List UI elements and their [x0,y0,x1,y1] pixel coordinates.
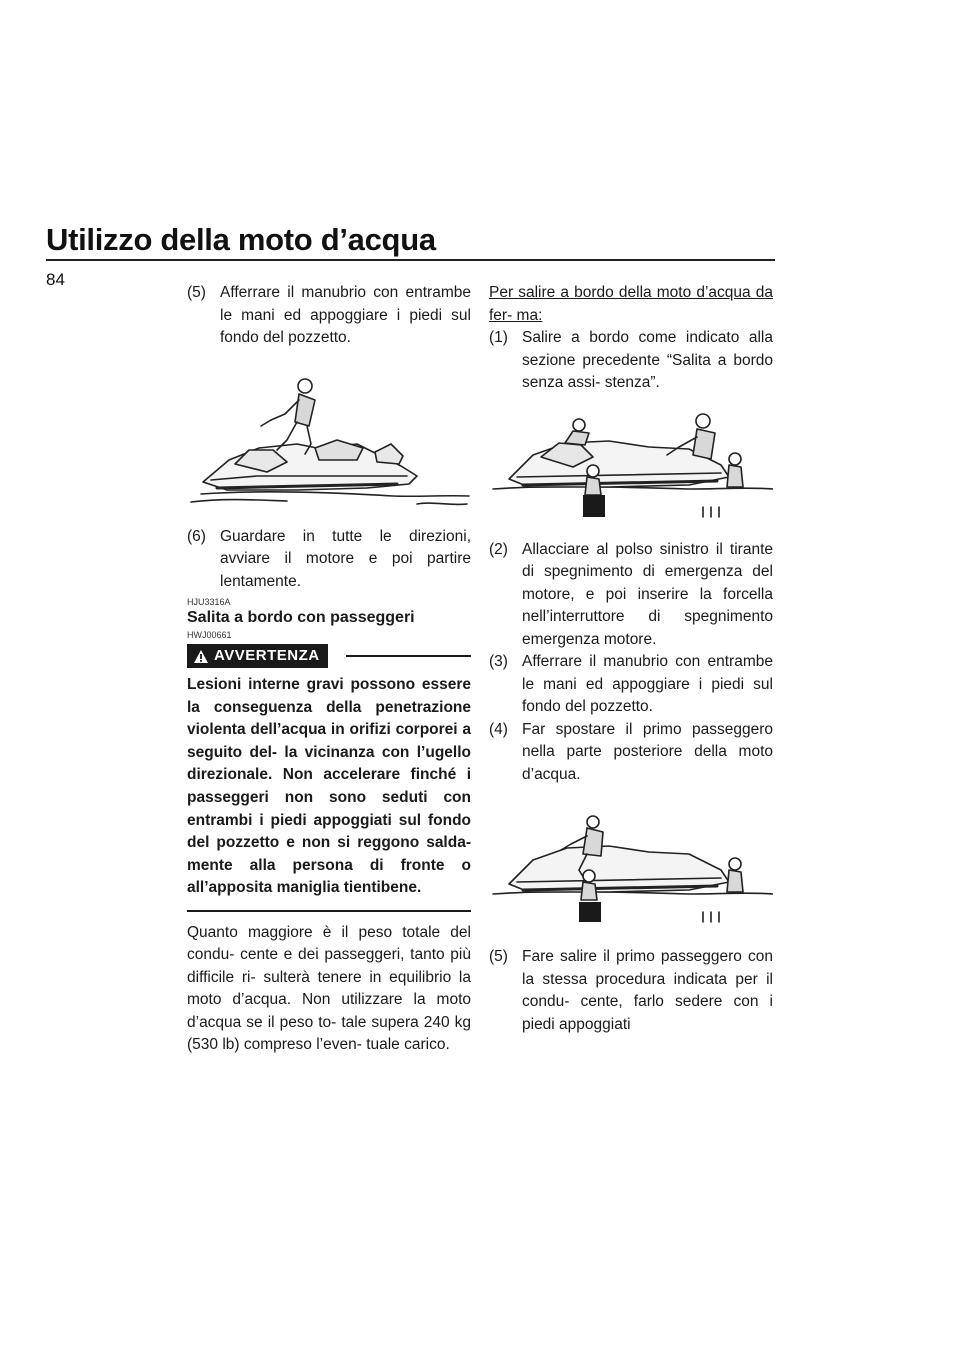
right-step-4 [489,719,773,787]
warning-text: Lesioni interne gravi possono essere la conseguenza della penetrazione violenta dell’acqua in orifizi corporei a seguito del- la vicinanza con l’ugello direzionale. Non accelerare finché i passeggeri non sono seduti con entrambi i piedi appoggiati sul fondo del pozzetto e non si reggono salda- mente alla persona di fronte o all’apposita maniglia tientibene. [187,676,471,897]
warning-bottom-rule [187,910,471,912]
step-text: Afferrare il manubrio con entrambe le mani ed appoggiare i piedi sul fondo del pozzetto. [220,284,471,346]
right-step-3 [489,651,773,719]
step-text: Allacciare al polso sinistro il tirante di spegnimento di emergenza del motore, e poi inserire la forcella nell’interruttore di spegnimento emergenza motore. [522,540,773,648]
title-rule [46,259,775,261]
warning-reference-code: HWJ00661 [187,630,232,640]
section-reference-code: HJU3316A [187,597,231,607]
step-text: Afferrare il manubrio con entrambe le mani ed appoggiare i piedi sul fondo del pozzetto. [522,653,773,715]
page-title: Utilizzo della moto d’acqua [46,222,436,257]
step-number: (5) [187,284,206,301]
step-number: (2) [489,540,508,558]
left-step-6 [187,526,471,594]
step-number: (3) [489,653,508,670]
warning-triangle-icon [193,649,209,664]
step-text: Salire a bordo come indicato alla sezione precedente “Salita a bordo senza assi- stenza”. [522,329,773,391]
right-column [489,282,773,1036]
step-number: (4) [489,720,508,738]
step-text: Guardare in tutte le direzioni, avviare il motore e poi partire lentamente. [220,527,471,590]
body-paragraph: Quanto maggiore è il peso totale del condu- cente e dei passeggeri, tanto più difficile ri- sulterà tenere in equilibrio la moto d’acqua. Non utilizzare la moto d’acqua se il peso to- tale supera 240 kg (530 lb) compreso l’even- tuale carico. [187,923,471,1054]
page-number: 84 [46,270,65,289]
step-number: (1) [489,329,508,346]
left-step-5 [187,282,471,350]
step-number: (5) [489,948,508,965]
warning-header [187,644,471,668]
warning-top-rule [346,655,471,657]
left-column [187,282,471,1057]
warning-badge [187,644,328,668]
right-step-5 [489,946,773,1036]
jet-ski-rider-illustration [187,364,471,514]
jet-ski-passenger-illustration [489,814,773,934]
right-step-2 [489,539,773,652]
jet-ski-boarding-illustration [489,403,773,523]
warning-label: AVVERTENZA [214,646,320,664]
step-text: Far spostare il primo passeggero nella parte posteriore della moto d’acqua. [522,720,773,783]
step-text: Fare salire il primo passeggero con la stessa procedura indicata per il condu- cente, farlo sedere con i piedi appoggiati [522,948,773,1033]
section-heading: Salita a bordo con passeggeri [187,609,415,626]
step-number: (6) [187,527,206,545]
subheading-stationary-boarding: Per salire a bordo della moto d’acqua da fer- ma: [489,284,773,324]
right-step-1 [489,327,773,395]
